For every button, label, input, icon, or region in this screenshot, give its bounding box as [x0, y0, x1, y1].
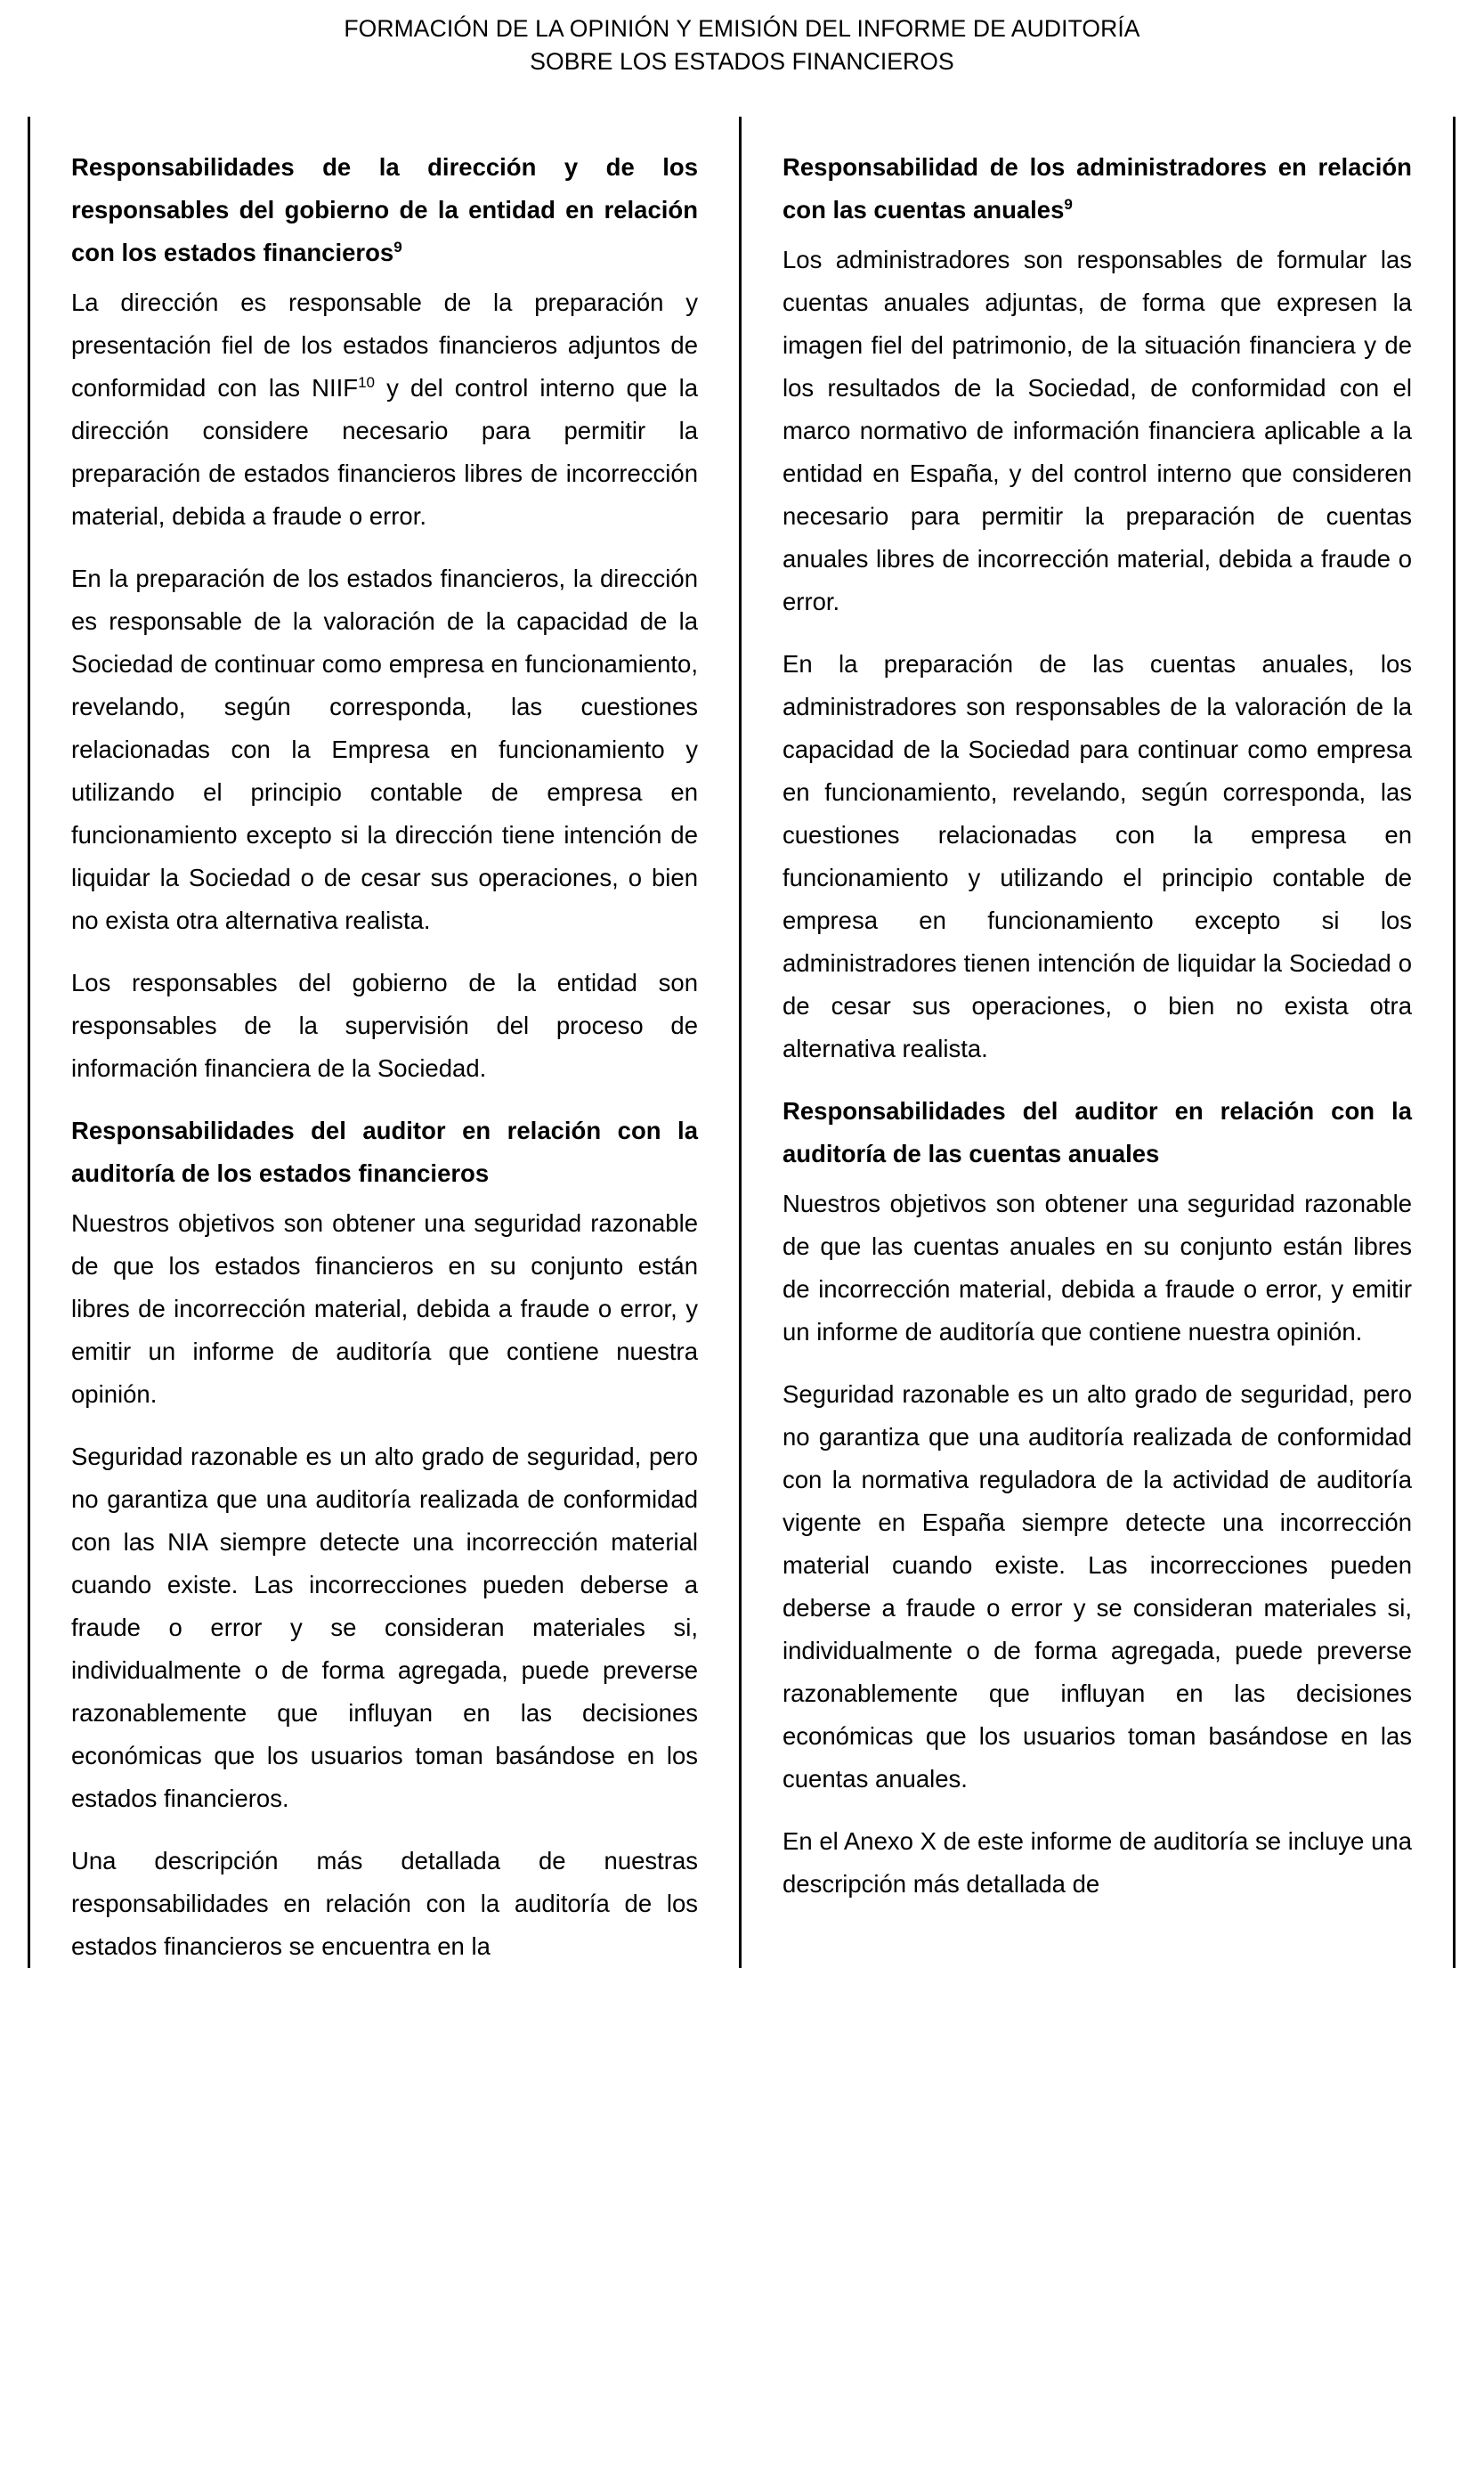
paragraph-anexo-x: En el Anexo X de este informe de auditoría se incluye una descripción más detallada de — [783, 1827, 1412, 1898]
page-header — [0, 0, 1484, 78]
heading-responsabilidades-direccion-text: Responsabilidades de la dirección y de los responsables del gobierno de la entidad en relación con los estados financieros — [71, 153, 698, 266]
paragraph-preparacion-cuentas: En la preparación de las cuentas anuales, los administradores son responsables de la valoración de la capacidad de la Sociedad para continuar como empresa en funcionamiento, revelando, según corresponda, las cuestiones relacionadas con la empresa en funcionamiento y utilizando el principio contable de empresa en funcionamiento excepto si los administradores tienen intención de liquidar la Sociedad o de cesar sus operaciones, o bien no exista otra alternativa realista. — [783, 650, 1412, 1062]
heading-responsabilidad-administradores-text: Responsabilidad de los administradores en relación con las cuentas anuales — [783, 153, 1412, 224]
paragraph-seguridad-razonable-left: Seguridad razonable es un alto grado de seguridad, pero no garantiza que una auditoría realizada de conformidad con las NIA siempre detecte una incorrección material cuando existe. Las incorrecciones pueden deberse a fraude o error y se consideran materiales si, individualmente o de forma agregada, puede preverse razonablemente que influyan en las decisiones económicas que los usuarios toman basándose en los estados financieros. — [71, 1443, 698, 1812]
heading-responsabilidades-auditor-right: Responsabilidades del auditor en relación con la auditoría de las cuentas anuales — [783, 1097, 1412, 1167]
paragraph-objetivos-right: Nuestros objetivos son obtener una seguridad razonable de que las cuentas anuales en su conjunto están libres de incorrección material, debida a fraude o error, y emitir un informe de auditoría que contiene nuestra opinión. — [783, 1190, 1412, 1346]
footnote-marker-9-right: 9 — [1064, 195, 1073, 213]
footnote-marker-10: 10 — [358, 373, 376, 391]
paragraph-objetivos-left: Nuestros objetivos son obtener una seguridad razonable de que los estados financieros en su conjunto están libres de incorrección material, debida a fraude o error, y emitir un informe de auditoría que contiene nuestra opinión. — [71, 1209, 698, 1408]
page-title-line-1: FORMACIÓN DE LA OPINIÓN Y EMISIÓN DEL INFORME DE AUDITORÍA — [344, 15, 1140, 42]
heading-responsabilidad-administradores — [783, 146, 1412, 232]
paragraph-direccion-responsable-part-1: La dirección es responsable de la preparación y presentación fiel de los estados financieros adjuntos de conformidad con las NIIF — [71, 289, 698, 402]
paragraph-responsables-gobierno: Los responsables del gobierno de la entidad son responsables de la supervisión del proceso de información financiera de la Sociedad. — [71, 969, 698, 1082]
heading-responsabilidades-auditor-left: Responsabilidades del auditor en relación con la auditoría de los estados financieros — [71, 1117, 698, 1187]
comparison-table — [28, 117, 1456, 1968]
heading-responsabilidades-direccion — [71, 146, 698, 274]
page-title-line-2: SOBRE LOS ESTADOS FINANCIEROS — [530, 48, 954, 75]
paragraph-administradores-responsables: Los administradores son responsables de formular las cuentas anuales adjuntas, de forma que expresen la imagen fiel del patrimonio, de la situación financiera y de los resultados de la Sociedad, de conformidad con el marco normativo de información financiera aplicable a la entidad en España, y del control interno que consideren necesario para permitir la preparación de cuentas anuales libres de incorrección material, debida a fraude o error. — [783, 246, 1412, 615]
paragraph-direccion-responsable-part-2: y del control interno que la dirección considere necesario para permitir la preparación de estados financieros libres de incorrección material, debida a fraude o error. — [71, 374, 699, 530]
column-cuentas-anuales — [742, 117, 1456, 1968]
paragraph-descripcion-detallada-left: Una descripción más detallada de nuestras responsabilidades en relación con la auditoría de los estados financieros se encuentra en la — [71, 1847, 698, 1960]
paragraph-preparacion-estados: En la preparación de los estados financieros, la dirección es responsable de la valoración de la capacidad de la Sociedad de continuar como empresa en funcionamiento, revelando, según corresponda, las cuestiones relacionadas con la Empresa en funcionamiento y utilizando el principio contable de empresa en funcionamiento excepto si la dirección tiene intención de liquidar la Sociedad o de cesar sus operaciones, o bien no exista otra alternativa realista. — [71, 565, 698, 934]
footnote-marker-9-left: 9 — [393, 238, 402, 256]
paragraph-direccion-responsable — [71, 281, 698, 538]
paragraph-seguridad-razonable-right: Seguridad razonable es un alto grado de seguridad, pero no garantiza que una auditoría realizada de conformidad con la normativa reguladora de la actividad de auditoría vigente en España siempre detecte una incorrección material cuando existe. Las incorrecciones pueden deberse a fraude o error y se consideran materiales si, individualmente o de forma agregada, puede preverse razonablemente que influyan en las decisiones económicas que los usuarios toman basándose en las cuentas anuales. — [783, 1380, 1412, 1793]
column-estados-financieros — [28, 117, 742, 1968]
